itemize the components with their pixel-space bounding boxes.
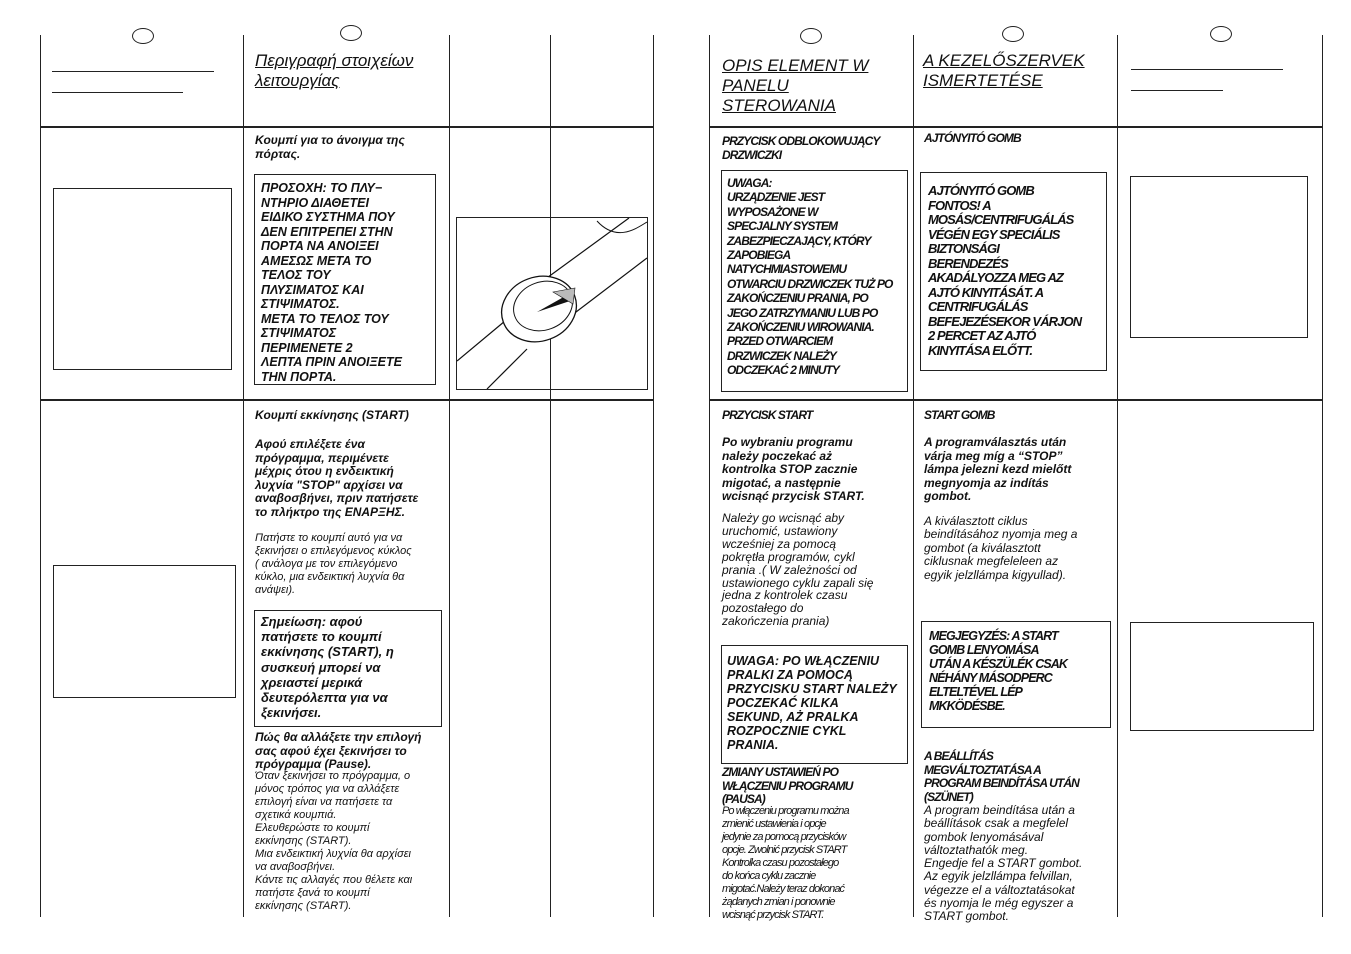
language-flag-marker (340, 25, 362, 41)
greek-start-note: Σημείωση: αφού πατήσετε το κουμπί εκκίνησης (START), η συσκευή μπορεί να χρειαστεί μερικά δευτερόλεπτα για να ξεκινήσει. (254, 610, 442, 727)
greek-heading: Περιγραφή στοιχείων λειτουργίας (255, 51, 414, 90)
blank-heading-line (1131, 69, 1283, 70)
greek-pause-title: Πώς θα αλλάξετε την επιλογή σας αφού έχει ξεκινήσει το πρόγραμμα (Pause). (255, 730, 422, 771)
greek-start-title: Κουμπί εκκίνησης (START) (255, 408, 409, 422)
column-rule (449, 35, 450, 917)
section-rule (709, 126, 1323, 128)
column-rule (653, 35, 654, 917)
hungarian-heading: A KEZELŐSZERVEK ISMERTETÉSE (923, 51, 1085, 90)
language-flag-marker (1210, 26, 1232, 42)
polish-start-bold: Po wybraniu programu należy poczekać aż kontrolka STOP zacznie migotać, a następnie wcisnąć przycisk START. (722, 435, 865, 503)
polish-pause-text: Po włączeniu programu można zmienić ustawienia i opcje jedynie za pomocą przycisków opcje. Zwolnić przycisk START Kontrolka czasu pozostałego do końca cyklu zacznie migotać.Należy teraz dokonać żądanych zmian i ponownie wcisnąć przycisk START. (722, 805, 849, 921)
section-rule (40, 399, 654, 401)
language-flag-marker (1002, 26, 1024, 42)
blank-heading-line (52, 71, 214, 72)
polish-pause-title: ZMIANY USTAWIEŃ PO WŁĄCZENIU PROGRAMU (PAUSA) (722, 765, 853, 806)
hungarian-pause-text: A program beindítása után a beállítások csak a megfelel gombok lenyomásával változtathatók meg. Engedje fel a START gombot. Az egyik jelzllámpa felvillan, végezze el a változtatásokat és nyomja le még egyszer a START gombot. (924, 803, 1083, 924)
empty-text-box (1130, 176, 1308, 338)
blank-heading-line (52, 92, 183, 93)
empty-text-box (53, 188, 232, 370)
greek-pause-text: Όταν ξεκινήσει το πρόγραμμα, ο μόνος τρόπος για να αλλάξετε επιλογή είναι να πατήσετε τα σχετικά κουμπιά. Ελευθερώστε το κουμπί εκκίνησης (START). Μια ενδεικτική λυχνία θα αρχίσει να αναβοσβήνει. Κάντε τις αλλαγές που θέλετε και πατήστε ξανά το κουμπί εκκίνησης (START). (255, 770, 413, 912)
column-rule (40, 35, 41, 917)
greek-start-bold: Αφού επιλέξετε ένα πρόγραμμα, περιμένετε μέχρις ότου η ενδεικτική λυχνία "STOP" αρχίσει να αναβοσβήνει, πριν πατήσετε το πλήκτρο της ΕΝΑΡΞΗΣ. (255, 437, 419, 519)
column-rule (550, 35, 551, 917)
column-rule (243, 35, 244, 917)
polish-heading: OPIS ELEMENT W PANELU STEROWANIA (722, 56, 869, 115)
polish-door-button-label: PRZYCISK ODBLOKOWUJĄCY DRZWICZKI (722, 134, 880, 162)
greek-door-button-label: Κουμπί για το άνοιγμα της πόρτας. (255, 133, 405, 161)
polish-door-warning: UWAGA: URZĄDZENIE JEST WYPOSAŻONE W SPECJALNY SYSTEM ZABEZPIECZAJĄCY, KTÓRY ZAPOBIEGA NATYCHMIASTOWEMU OTWARCIU DRZWICZEK TUŻ PO ZAKOŃCZENIU PRANIA, PO JEGO ZATRZYMANIU LUB PO ZAKOŃCZENIU WIROWANIA. PRZED OTWARCIEM DRZWICZEK NALEŻY ODCZEKAĆ 2 MINUTY (721, 170, 908, 392)
hungarian-start-note: MEGJEGYZÉS: A START GOMB LENYOMÁSA UTÁN A KÉSZÜLÉK CSAK NÉHÁNY MÁSODPERC ELTELTÉVEL LÉP MKKÖDÉSBE. (921, 621, 1111, 728)
door-handle-drawing (457, 218, 647, 389)
blank-heading-line (1131, 90, 1223, 91)
greek-start-text: Πατήστε το κουμπί αυτό για να ξεκινήσει ο επιλεγόμενος κύκλος ( ανάλογα με τον επιλεγόμενο κύκλο, μια ενδεικτική λυχνία θα ανάψει). (255, 532, 412, 596)
column-rule (913, 35, 914, 917)
polish-start-title: PRZYCISK START (722, 408, 813, 422)
column-rule (1117, 35, 1118, 917)
empty-text-box (1130, 622, 1314, 731)
greek-door-warning: ΠΡΟΣΟΧΗ: ΤΟ ΠΛΥ− ΝΤΗΡΙΟ ΔΙΑΘΕΤΕΙ ΕΙΔΙΚΟ ΣΥΣΤΗΜΑ ΠΟΥ ΔΕΝ ΕΠΙΤΡΕΠΕΙ ΣΤΗΝ ΠΟΡΤΑ ΝΑ ΑΝΟΙΞΕΙ ΑΜΕΣΩΣ ΜΕΤΑ ΤΟ ΤΕΛΟΣ ΤΟΥ ΠΛΥΣΙΜΑΤΟΣ ΚΑΙ ΣΤΙΨΙΜΑΤΟΣ. ΜΕΤΑ ΤΟ ΤΕΛΟΣ ΤΟΥ ΣΤΙΨΙΜΑΤΟΣ ΠΕΡΙΜΕΝΕΤΕ 2 ΛΕΠΤΑ ΠΡΙΝ ΑΝΟΙΞΕΤΕ ΤΗΝ ΠΟΡΤΑ. (254, 174, 436, 385)
hungarian-start-title: START GOMB (924, 408, 995, 422)
hungarian-start-bold: A programválasztás után várja meg míg a “STOP” lámpa jelezni kezd mielőtt megnyomja az indítás gombot. (924, 435, 1072, 503)
hungarian-door-button-label: AJTÓNYITÓ GOMB (924, 131, 1021, 145)
section-rule (40, 126, 654, 128)
door-knob-illustration (456, 217, 648, 390)
language-flag-marker (132, 28, 154, 44)
column-rule (1322, 35, 1323, 917)
empty-text-box (53, 565, 236, 698)
hungarian-pause-title: A BEÁLLÍTÁS MEGVÁLTOZTATÁSA A PROGRAM BEINDÍTÁSA UTÁN (SZÜNET) (924, 749, 1079, 804)
language-flag-marker (800, 28, 822, 44)
section-rule (709, 399, 1323, 401)
hungarian-start-text: A kiválasztott ciklus beindításához nyomja meg a gombot (a kiválasztott ciklusnak megfeleleen az egyik jelzllámpa kigyullad). (924, 514, 1078, 582)
polish-start-note: UWAGA: PO WŁĄCZENIU PRALKI ZA POMOCĄ PRZYCISKU START NALEŻY POCZEKAĆ KILKA SEKUND, AŻ PRALKA ROZPOCZNIE CYKL PRANIA. (721, 645, 908, 764)
hungarian-door-warning: AJTÓNYITÓ GOMB FONTOS! A MOSÁS/CENTRIFUGÁLÁS VÉGÉN EGY SPECIÁLIS BIZTONSÁGI BERENDEZÉS AKADÁLYOZZA MEG AZ AJTÓ KINYITÁSÁT. A CENTRIFUGÁLÁS BEFEJEZÉSEKOR VÁRJON 2 PERCET AZ AJTÓ KINYITÁSA ELŐTT. (920, 172, 1107, 371)
polish-start-text: Należy go wcisnąć aby uruchomić, ustawiony wcześniej za pomocą pokrętła programów, cykl prania .( W zależności od ustawionego cyklu zapali się jedna z kontrolek czasu pozostałego do zakończenia prania) (722, 511, 874, 629)
column-rule (709, 35, 710, 917)
